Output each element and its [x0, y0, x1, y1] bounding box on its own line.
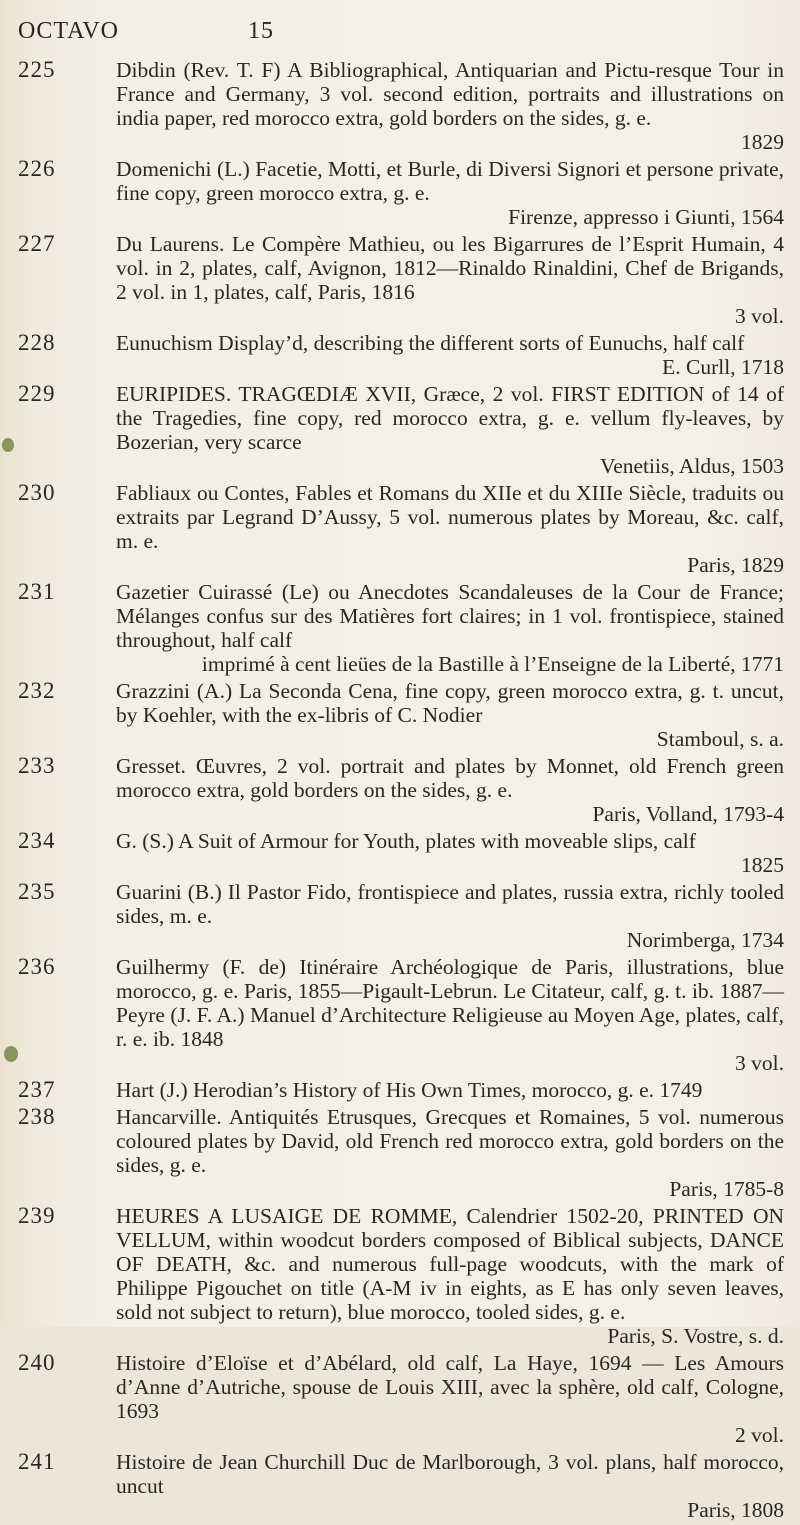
catalogue-entry: [0, 382, 800, 478]
lot-number: 229: [18, 381, 56, 406]
entry-description: Guarini (B.) Il Pastor Fido, frontispiece and plates, russia extra, richly tooled sides, m. e.: [116, 880, 784, 928]
entry-imprint: Stamboul, s. a.: [656, 727, 784, 751]
entry-description: Histoire de Jean Churchill Duc de Marlborough, 3 vol. plans, half morocco, uncut: [116, 1450, 784, 1498]
lot-number: 225: [18, 57, 56, 82]
lot-number: 226: [18, 156, 56, 181]
entry-description: Fabliaux ou Contes, Fables et Romans du XIIe et du XIIIe Siècle, traduits ou extraits par Legrand D’Aussy, 5 vol. numerous plates by Moreau, &c. calf, m. e.: [116, 481, 784, 553]
entry-description: Hancarville. Antiquités Etrusques, Grecques et Romaines, 5 vol. numerous coloured plates by David, old French red morocco extra, gold borders on the sides, g. e.: [116, 1105, 784, 1177]
catalogue-entry: [0, 481, 800, 577]
catalogue-entries: [0, 58, 800, 1525]
section-title: OCTAVO: [18, 18, 119, 44]
entry-imprint: Paris, 1829: [687, 553, 784, 577]
entry-imprint: E. Curll, 1718: [662, 355, 784, 379]
entry-imprint: Norimberga, 1734: [626, 928, 784, 952]
entry-imprint: Paris, 1808: [687, 1498, 784, 1522]
entry-description: Histoire d’Eloïse et d’Abélard, old calf, La Haye, 1694 — Les Amours d’Anne d’Autriche, spouse de Louis XIII, avec la sphère, old calf, Cologne, 1693: [116, 1351, 784, 1423]
catalogue-entry: [0, 58, 800, 154]
lot-number: 230: [18, 480, 56, 505]
catalogue-entry: [0, 331, 800, 379]
entry-imprint: 1829: [741, 130, 784, 154]
entry-description: Gresset. Œuvres, 2 vol. portrait and plates by Monnet, old French green morocco extra, gold borders on the sides, g. e.: [116, 754, 784, 802]
catalogue-entry: [0, 1105, 800, 1201]
lot-number: 228: [18, 330, 56, 355]
entry-description: Guilhermy (F. de) Itinéraire Archéologique de Paris, illustrations, blue morocco, g. e. Paris, 1855—Pigault-Lebrun. Le Citateur, calf, g. t. ib. 1887—Peyre (J. F. A.) Manuel d’Architecture Religieuse au Moyen Age, plates, calf, r. e. ib. 1848: [116, 955, 784, 1051]
lot-number: 234: [18, 828, 56, 853]
page-header: [18, 18, 780, 48]
entry-imprint: 2 vol.: [735, 1423, 784, 1447]
entry-imprint: Firenze, appresso i Giunti, 1564: [508, 205, 784, 229]
entry-description: Eunuchism Display’d, describing the different sorts of Eunuchs, half calf: [116, 331, 745, 355]
entry-description: EURIPIDES. TRAGŒDIÆ XVII, Græce, 2 vol. FIRST EDITION of 14 of the Tragedies, fine copy, red morocco extra, g. e. vellum fly-leaves, by Bozerian, very scarce: [116, 382, 784, 454]
lot-number: 236: [18, 954, 56, 979]
catalogue-entry: [0, 157, 800, 229]
catalogue-entry: [0, 580, 800, 676]
entry-imprint: 3 vol.: [735, 1051, 784, 1075]
entry-description: Dibdin (Rev. T. F) A Bibliographical, Antiquarian and Pictu-resque Tour in France and Germany, 3 vol. second edition, portraits and illustrations on india paper, red morocco extra, gold borders on the sides, g. e.: [116, 58, 784, 130]
entry-imprint: imprimé à cent lieües de la Bastille à l’Enseigne de la Liberté, 1771: [201, 652, 784, 676]
lot-number: 233: [18, 753, 56, 778]
lot-number: 241: [18, 1449, 56, 1474]
lot-number: 240: [18, 1350, 56, 1375]
lot-number: 227: [18, 231, 56, 256]
entry-description: G. (S.) A Suit of Armour for Youth, plates with moveable slips, calf: [116, 829, 696, 853]
catalogue-entry: [0, 1078, 800, 1102]
entry-imprint: 3 vol.: [735, 304, 784, 328]
lot-number: 231: [18, 579, 56, 604]
entry-description: Grazzini (A.) La Seconda Cena, fine copy, green morocco extra, g. t. uncut, by Koehler, with the ex-libris of C. Nodier: [116, 679, 784, 727]
catalogue-entry: [0, 1351, 800, 1447]
entry-description: Gazetier Cuirassé (Le) ou Anecdotes Scandaleuses de la Cour de France; Mélanges confus sur des Matières fort claires; in 1 vol. frontispiece, stained throughout, half calf: [116, 580, 784, 652]
catalogue-entry: [0, 880, 800, 952]
entry-imprint: Paris, S. Vostre, s. d.: [607, 1324, 784, 1348]
lot-number: 235: [18, 879, 56, 904]
catalogue-entry: [0, 754, 800, 826]
entry-description: Hart (J.) Herodian’s History of His Own Times, morocco, g. e. 1749: [116, 1078, 703, 1102]
catalogue-entry: [0, 1204, 800, 1348]
lot-number: 237: [18, 1077, 56, 1102]
page-number: 15: [248, 18, 274, 44]
catalogue-entry: [0, 232, 800, 328]
catalogue-entry: [0, 1450, 800, 1522]
entry-imprint: Paris, 1785-8: [669, 1177, 784, 1201]
entry-imprint: Venetiis, Aldus, 1503: [600, 454, 784, 478]
lot-number: 239: [18, 1203, 56, 1228]
entry-imprint: Paris, Volland, 1793-4: [592, 802, 784, 826]
lot-number: 232: [18, 678, 56, 703]
entry-description: HEURES A LUSAIGE DE ROMME, Calendrier 1502-20, PRINTED ON VELLUM, within woodcut borders composed of Biblical subjects, DANCE OF DEATH, &c. and numerous full-page woodcuts, with the mark of Philippe Pigouchet on title (A-M iv in eights, as E has only seven leaves, sold not subject to return), blue morocco, tooled sides, g. e.: [116, 1204, 784, 1324]
entry-imprint: 1825: [741, 853, 784, 877]
lot-number: 238: [18, 1104, 56, 1129]
catalogue-entry: [0, 829, 800, 877]
catalogue-entry: [0, 955, 800, 1075]
catalogue-entry: [0, 679, 800, 751]
entry-description: Domenichi (L.) Facetie, Motti, et Burle, di Diversi Signori et persone private, fine copy, green morocco extra, g. e.: [116, 157, 784, 205]
entry-description: Du Laurens. Le Compère Mathieu, ou les Bigarrures de l’Esprit Humain, 4 vol. in 2, plates, calf, Avignon, 1812—Rinaldo Rinaldini, Chef de Brigands, 2 vol. in 1, plates, calf, Paris, 1816: [116, 232, 784, 304]
